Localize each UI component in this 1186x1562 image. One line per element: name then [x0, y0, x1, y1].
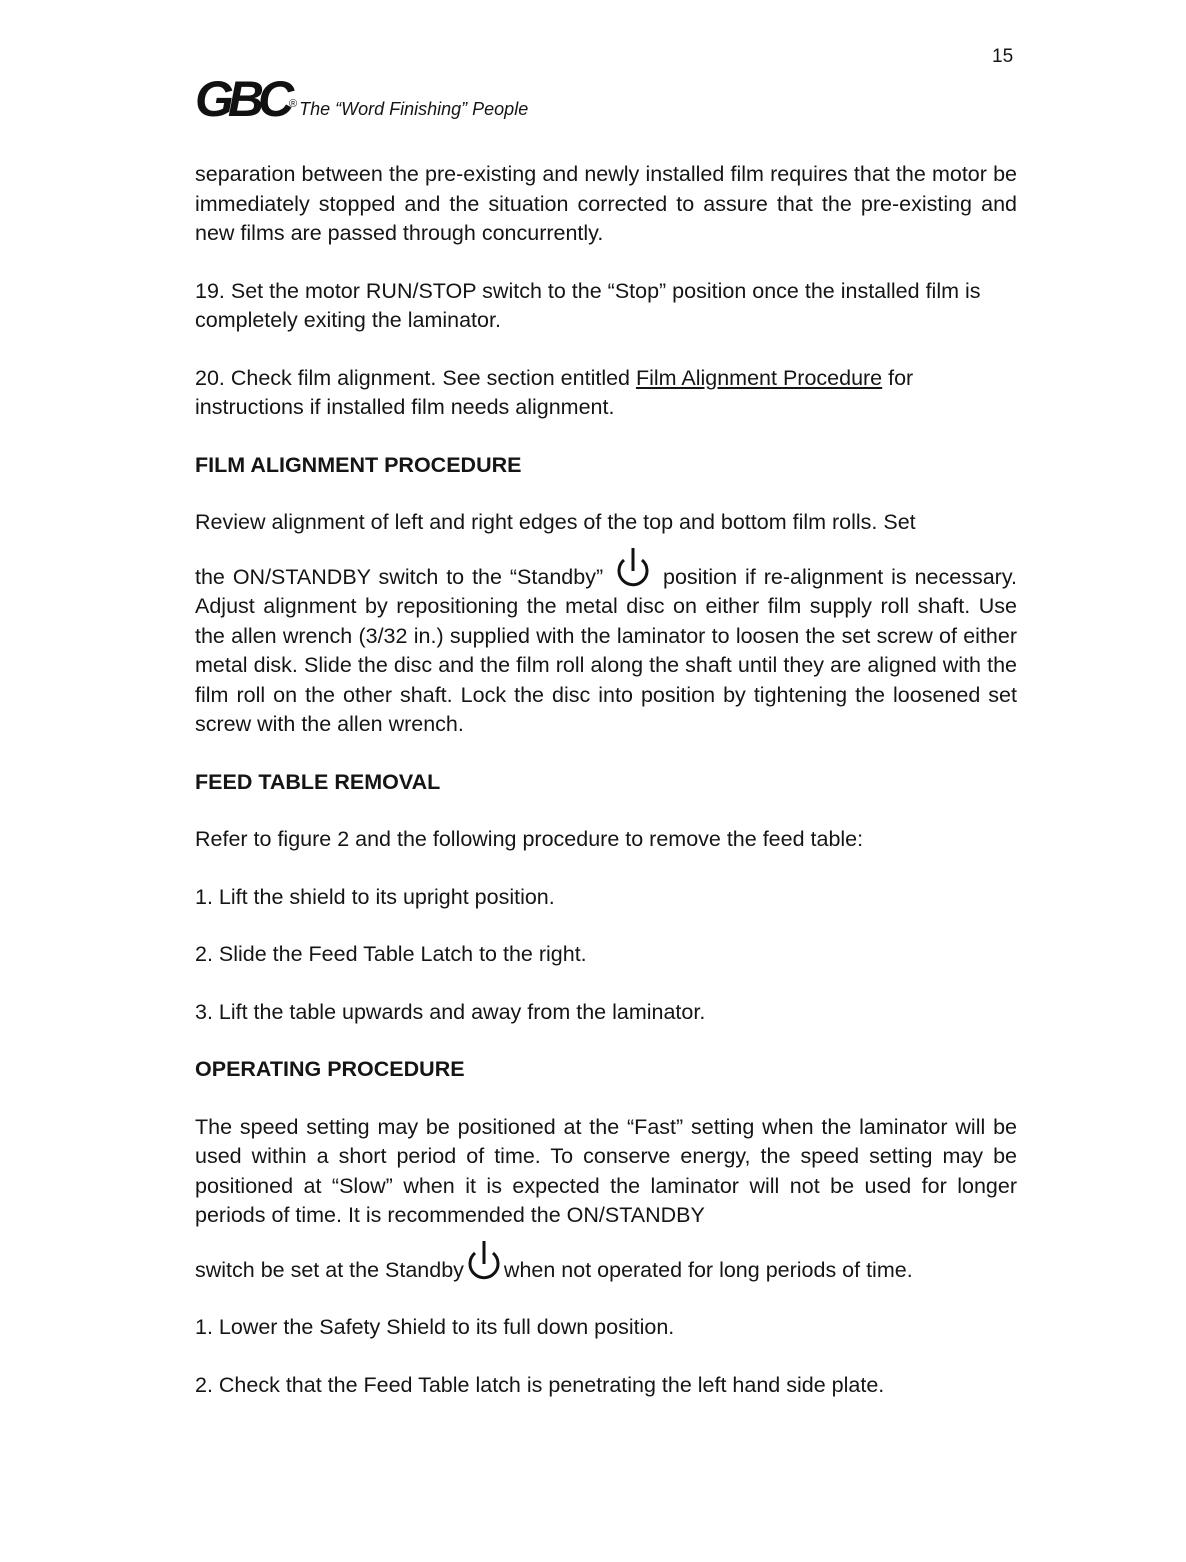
operating-paragraph: The speed setting may be positioned at the “Fast” setting when the laminator will be used within a short period of time. To conserve energy, the speed setting may be positioned at “Slow” when it is expected the laminator will not be used for longer periods of time. It is recommended the ON/STANDBY: [195, 1114, 1017, 1227]
operating-before-icon: switch be set at the Standby: [195, 1257, 464, 1282]
tagline: The “Word Finishing” People: [299, 99, 529, 119]
feed-table-intro: Refer to figure 2 and the following procedure to remove the feed table:: [195, 827, 864, 851]
operating-standby-line: [195, 1237, 1017, 1286]
page-header: [195, 74, 528, 124]
film-alignment-link[interactable]: Film Alignment Procedure: [635, 365, 883, 390]
step-20-prefix: 20. Check film alignment. See section entitled: [195, 365, 636, 390]
step-20-suffix: for instructions if installed film needs alignment.: [195, 365, 914, 419]
feed-table-step-3: 3. Lift the table upwards and away from the laminator.: [195, 999, 706, 1024]
film-alignment-paragraph: [195, 544, 1017, 740]
document-body: [195, 160, 1017, 1400]
operating-step-2: 2. Check that the Feed Table latch is penetrating the left hand side plate.: [195, 1372, 885, 1397]
step-19: 19. Set the motor RUN/STOP switch to the “Stop” position once the installed film is completely exiting the laminator.: [195, 278, 981, 332]
operating-step-1: 1. Lower the Safety Shield to its full down position.: [195, 1315, 675, 1339]
film-alignment-before-icon: the ON/STANDBY switch to the “Standby”: [195, 564, 604, 589]
film-alignment-after-icon: position if re-alignment is necessary. Adjust alignment by repositioning the metal disc on either film supply roll shaft. Use the allen wrench (3/32 in.) supplied with the laminator to loosen the set screw of either metal disk. Slide the disc and the film roll along the shaft until they are aligned with the film roll on the other shaft. Lock the disc into position by tightening the loosened set screw with the allen wrench.: [195, 564, 1017, 736]
registered-mark: ®: [289, 98, 298, 110]
film-alignment-line1: Review alignment of left and right edges of the top and bottom film rolls. Set: [195, 510, 916, 534]
feed-table-heading: FEED TABLE REMOVAL: [195, 769, 441, 794]
feed-table-step-1: 1. Lift the shield to its upright position.: [195, 884, 555, 909]
operating-heading: OPERATING PROCEDURE: [195, 1057, 465, 1081]
intro-paragraph: separation between the pre-existing and newly installed film requires that the motor be immediately stopped and the situation corrected to assure that the pre-existing and new films are passed through concurrently.: [195, 162, 1017, 245]
step-20: [195, 364, 1017, 423]
page-number: 15: [992, 46, 1014, 67]
operating-after-icon: when not operated for long periods of time.: [503, 1257, 913, 1282]
logo-text: GBC: [195, 74, 289, 124]
film-alignment-heading: FILM ALIGNMENT PROCEDURE: [195, 452, 522, 477]
power-standby-icon: [466, 1237, 502, 1281]
feed-table-step-2: 2. Slide the Feed Table Latch to the right.: [195, 942, 587, 966]
gbc-logo: [195, 74, 297, 124]
power-standby-icon: [615, 544, 651, 588]
